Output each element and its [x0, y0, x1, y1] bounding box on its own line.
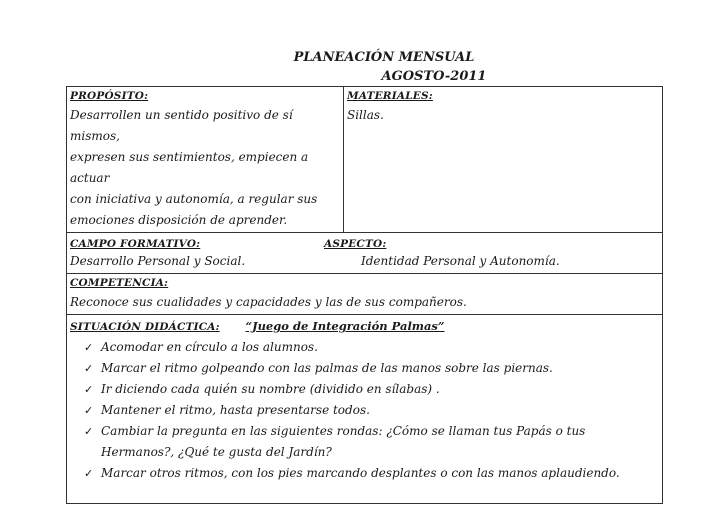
- row-campo-aspecto: [67, 233, 663, 274]
- checkmark-icon: ✓: [84, 341, 94, 354]
- checkmark-icon: ✓: [84, 404, 94, 417]
- proposito-cell: [67, 87, 344, 233]
- proposito-line: expresen sus sentimientos, empiecen a actuar: [70, 150, 309, 185]
- campo-aspecto-cell: [67, 233, 663, 274]
- proposito-line: con iniciativa y autonomía, a regular sus: [70, 192, 318, 206]
- page-subtitle: AGOSTO-2011: [381, 69, 487, 84]
- situacion-label: SITUACIÓN DIDÁCTICA:: [70, 321, 220, 333]
- list-item: ✓ Marcar el ritmo golpeando con las palmas de las manos sobre las piernas.: [84, 358, 659, 379]
- list-item: ✓ Ir diciendo cada quién su nombre (dividido en sílabas) .: [84, 379, 659, 400]
- planning-table: [66, 86, 663, 504]
- proposito-line: Desarrollen un sentido positivo de sí mismos,: [70, 108, 293, 143]
- situacion-title: “Juego de Integración Palmas”: [245, 319, 445, 333]
- row-competencia: [67, 274, 663, 315]
- materiales-cell: [344, 87, 663, 233]
- competencia-value: Reconoce sus cualidades y capacidades y las de sus compañeros.: [70, 295, 467, 309]
- checkmark-icon: ✓: [84, 383, 94, 396]
- checkmark-icon: ✓: [84, 425, 94, 438]
- campo-label: CAMPO FORMATIVO:: [70, 238, 201, 250]
- aspecto-value: Identidad Personal y Autonomía.: [361, 254, 560, 268]
- proposito-line: emociones disposición de aprender.: [70, 213, 288, 227]
- proposito-label: PROPÓSITO:: [70, 90, 149, 102]
- materiales-label: MATERIALES:: [347, 90, 433, 102]
- list-item: ✓ Marcar otros ritmos, con los pies marcando desplantes o con las manos aplaudiendo.: [84, 463, 659, 484]
- page-title: PLANEACIÓN MENSUAL: [293, 50, 475, 65]
- materiales-value: Sillas.: [347, 108, 384, 122]
- row-proposito-materiales: [67, 87, 663, 233]
- campo-value: Desarrollo Personal y Social.: [70, 254, 246, 268]
- aspecto-label: ASPECTO:: [324, 238, 387, 250]
- list-item: ✓ Acomodar en círculo a los alumnos.: [84, 337, 659, 358]
- checkmark-icon: ✓: [84, 467, 94, 480]
- list-item: ✓ Cambiar la pregunta en las siguientes rondas: ¿Cómo se llaman tus Papás o tus Hermanos?, ¿Qué te gusta del Jardín?: [84, 421, 659, 463]
- competencia-cell: [67, 274, 663, 315]
- checkmark-icon: ✓: [84, 362, 94, 375]
- row-situacion: [67, 315, 663, 504]
- list-item: ✓ Mantener el ritmo, hasta presentarse todos.: [84, 400, 659, 421]
- situacion-cell: [67, 315, 663, 504]
- competencia-label: COMPETENCIA:: [70, 277, 169, 289]
- activity-list: [70, 337, 659, 502]
